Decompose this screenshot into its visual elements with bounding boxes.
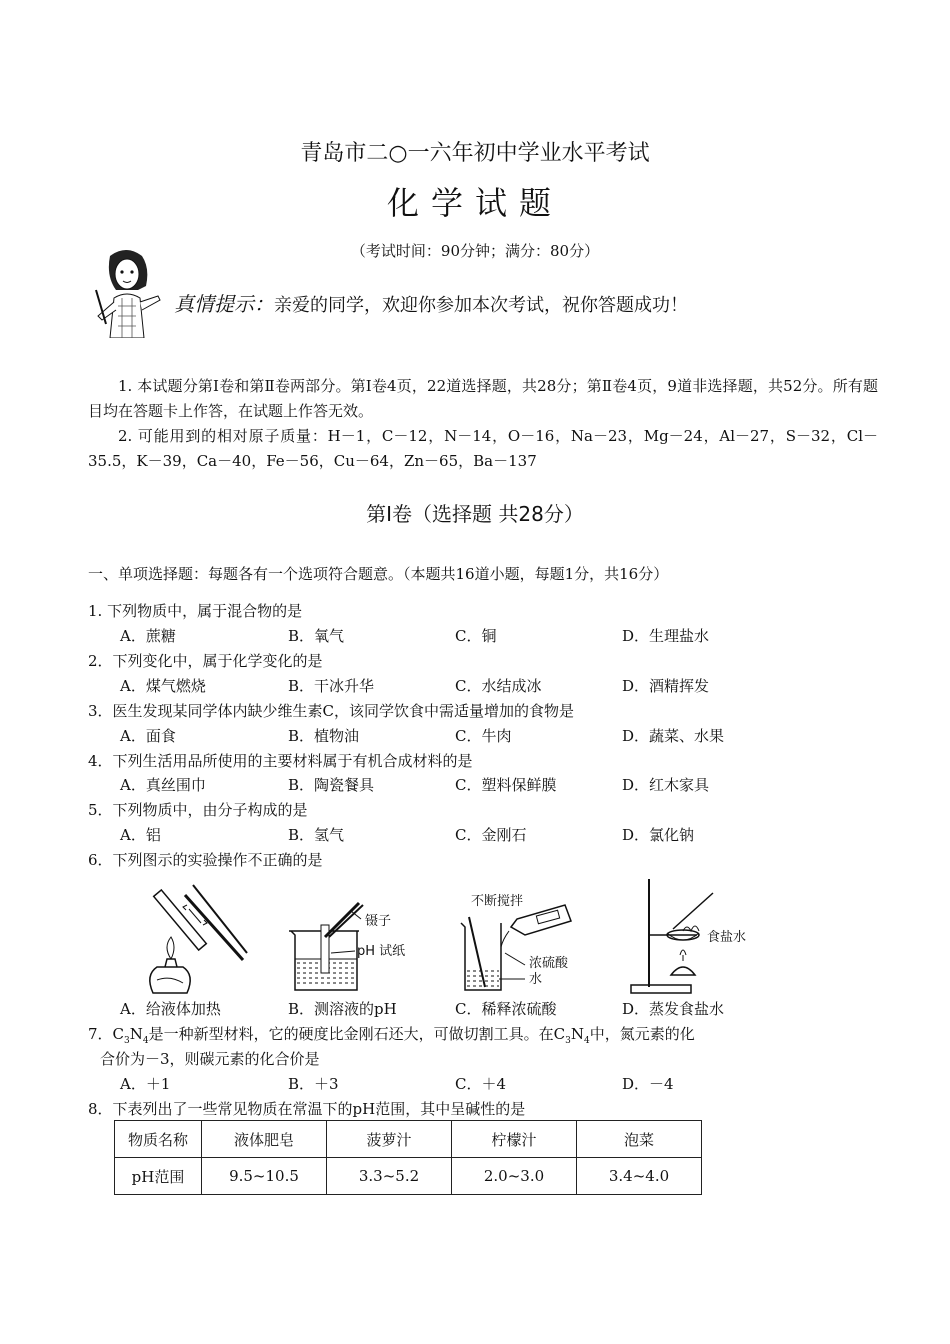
question-1: 1. 下列物质中，属于混合物的是 <box>88 602 303 620</box>
figure-dilute-acid <box>455 875 605 995</box>
q6-option-c: C．稀释浓硫酸 <box>455 1000 557 1018</box>
q7-option-d: D．－4 <box>622 1075 674 1093</box>
instruction-2: 2. 可能用到的相对原子质量：H－1，C－12，N－14，O－16，Na－23，Mg－24，Al－27，S－32，Cl－35.5，K－39，Ca－40，Fe－56，Cu－64，Zn－65，Ba－137 <box>88 427 878 470</box>
label-water: 水 <box>529 972 543 987</box>
q3-option-b: B．植物油 <box>288 727 360 745</box>
teacher-illustration <box>88 246 166 338</box>
q3-option-a: A．面食 <box>120 727 176 745</box>
q4-option-b: B．陶瓷餐具 <box>288 776 375 794</box>
table-cell: 9.5~10.5 <box>202 1158 327 1195</box>
tip-text: 亲爱的同学，欢迎你参加本次考试，祝你答题成功！ <box>274 295 688 316</box>
q2-option-c: C．水结成冰 <box>455 677 542 695</box>
tip-line <box>174 288 688 317</box>
q5-option-a: A．铝 <box>120 826 161 844</box>
q1-option-b: B．氧气 <box>288 627 345 645</box>
question-7: 7．$C_3N_4$是一种新型材料，它的硬度比金刚石还大，可做切割工具。在$C_3N_4$中，氮元素的化 <box>88 1025 695 1046</box>
question-5: 5．下列物质中，由分子构成的是 <box>88 801 308 819</box>
section-title: 第Ⅰ卷（选择题 共28分） <box>366 502 584 526</box>
q5-option-c: C．金刚石 <box>455 826 527 844</box>
table-header: 液体肥皂 <box>202 1121 327 1158</box>
q5-option-d: D．氯化钠 <box>622 826 695 844</box>
question-6: 6．下列图示的实验操作不正确的是 <box>88 851 323 869</box>
q2-option-a: A．煤气燃烧 <box>120 677 206 695</box>
question-8: 8．下表列出了一些常见物质在常温下的pH范围，其中呈碱性的是 <box>88 1100 526 1118</box>
label-salt-water: 食盐水 <box>707 930 747 945</box>
label-stirring: 不断搅拌 <box>471 894 524 909</box>
q7-option-a: A．＋1 <box>120 1075 171 1093</box>
label-acid: 浓硫酸 <box>529 956 569 971</box>
exam-title: 青岛市二○一六年初中学业水平考试 <box>300 141 650 166</box>
q2-option-d: D．酒精挥发 <box>622 677 710 695</box>
table-cell: 3.4~4.0 <box>577 1158 702 1195</box>
label-ph-paper: pH 试纸 <box>357 944 406 959</box>
exam-info: （考试时间：90分钟；满分：80分） <box>350 242 600 260</box>
q4-option-d: D．红木家具 <box>622 776 710 794</box>
table-header: 柠檬汁 <box>452 1121 577 1158</box>
q2-option-b: B．干冰升华 <box>288 677 375 695</box>
question-7-line2: 合价为－3，则碳元素的化合价是 <box>100 1050 320 1068</box>
figure-measure-ph <box>285 875 425 995</box>
table-row <box>115 1121 702 1158</box>
label-tweezers: 镊子 <box>365 914 392 929</box>
q6-option-a: A．给液体加热 <box>120 1000 221 1018</box>
q7-option-b: B．＋3 <box>288 1075 339 1093</box>
table-cell: pH范围 <box>115 1158 202 1195</box>
table-cell: 2.0~3.0 <box>452 1158 577 1195</box>
question-3: 3．医生发现某同学体内缺少维生素C，该同学饮食中需适量增加的食物是 <box>88 702 575 720</box>
q1-option-c: C．铜 <box>455 627 497 645</box>
table-header: 菠萝汁 <box>327 1121 452 1158</box>
figure-evaporate <box>625 875 765 995</box>
question-4: 4．下列生活用品所使用的主要材料属于有机合成材料的是 <box>88 752 473 770</box>
ph-table <box>114 1120 702 1195</box>
tip-label: 真情提示： <box>174 292 274 316</box>
subject-title: 化学试题 <box>386 184 563 222</box>
question-2: 2．下列变化中，属于化学变化的是 <box>88 652 323 670</box>
q3-option-d: D．蔬菜、水果 <box>622 727 725 745</box>
figure-heating-liquid <box>135 875 255 995</box>
q6-option-d: D．蒸发食盐水 <box>622 1000 725 1018</box>
part1-title: 一、单项选择题：每题各有一个选项符合题意。（本题共16道小题，每题1分，共16分） <box>88 565 669 583</box>
table-header: 泡菜 <box>577 1121 702 1158</box>
table-cell: 3.3~5.2 <box>327 1158 452 1195</box>
q1-option-a: A．蔗糖 <box>120 627 176 645</box>
instruction-1: 1. 本试题分第Ⅰ卷和第Ⅱ卷两部分。第Ⅰ卷4页，22道选择题，共28分；第Ⅱ卷4页，9道非选择题，共52分。所有题目均在答题卡上作答，在试题上作答无效。 <box>88 377 878 420</box>
q5-option-b: B．氢气 <box>288 826 345 844</box>
q7-option-c: C．＋4 <box>455 1075 507 1093</box>
q4-option-a: A．真丝围巾 <box>120 776 206 794</box>
table-header: 物质名称 <box>115 1121 202 1158</box>
q3-option-c: C．牛肉 <box>455 727 512 745</box>
q1-option-d: D．生理盐水 <box>622 627 710 645</box>
table-row <box>115 1158 702 1195</box>
q6-option-b: B．测溶液的pH <box>288 1000 397 1018</box>
q4-option-c: C．塑料保鲜膜 <box>455 776 557 794</box>
